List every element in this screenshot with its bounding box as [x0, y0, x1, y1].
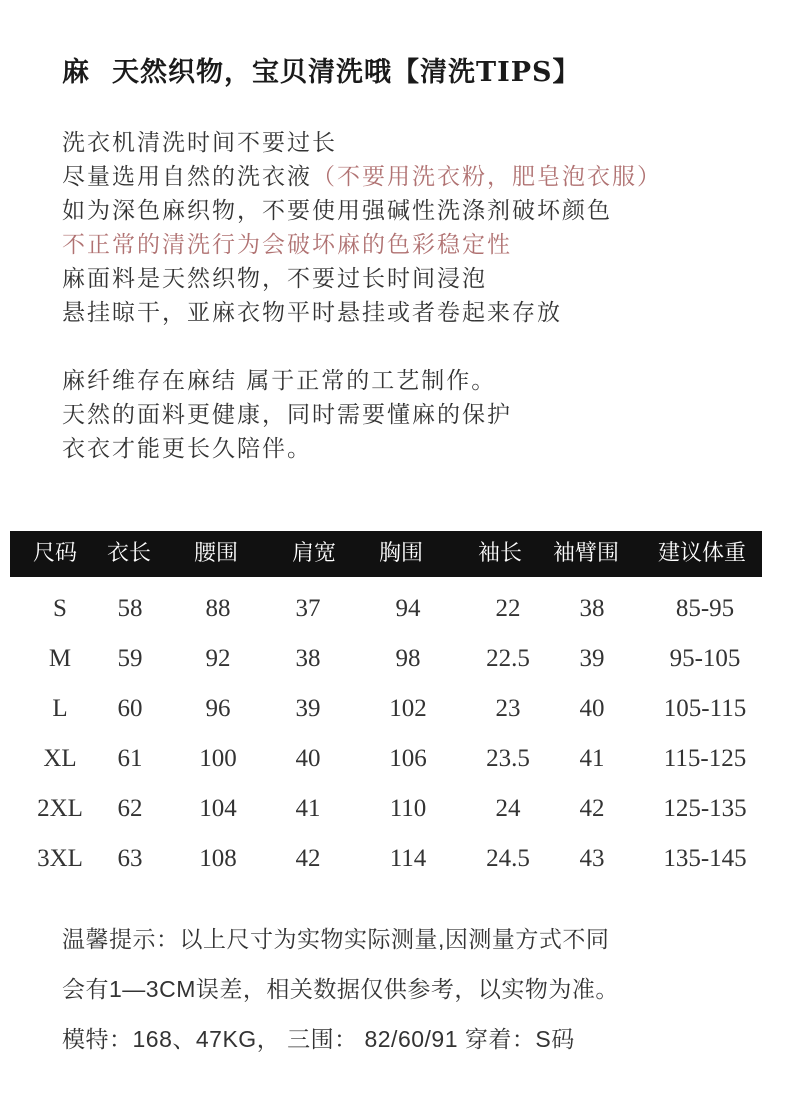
- cell-shoulder: 38: [295, 645, 321, 672]
- title-part1: 麻: [62, 57, 90, 88]
- tip-warning-line: 不正常的清洗行为会破坏麻的色彩稳定性: [62, 232, 512, 258]
- cell-length: 61: [117, 745, 143, 772]
- size-table-header: [10, 531, 762, 577]
- cell-waist: 88: [205, 595, 231, 622]
- cell-sleeve-length: 23.5: [486, 745, 530, 772]
- tip-warning: （不要用洗衣粉，肥皂泡衣服）: [312, 164, 662, 190]
- cell-sleeve-length: 22: [495, 595, 521, 622]
- cell-sleeve-length: 24.5: [486, 845, 530, 872]
- cell-chest: 98: [395, 645, 421, 672]
- tip-text: 尽量选用自然的洗衣液: [62, 164, 312, 190]
- tip-line: 天然的面料更健康，同时需要懂麻的保护: [62, 402, 512, 428]
- cell-suggested-weight: 105-115: [663, 695, 747, 722]
- measurement-notes: [62, 918, 619, 1068]
- cell-suggested-weight: 115-125: [663, 745, 747, 772]
- header-arm-circumference: 袖臂围: [552, 541, 620, 566]
- cell-arm-circumference: 38: [579, 595, 605, 622]
- table-row: [0, 585, 790, 635]
- table-row: [0, 785, 790, 835]
- note-line: 会有1—3CM误差，相关数据仅供参考，以实物为准。: [62, 976, 619, 1002]
- cell-sleeve-length: 23: [495, 695, 521, 722]
- cell-shoulder: 42: [295, 845, 321, 872]
- tip-line: 麻纤维存在麻结 属于正常的工艺制作。: [62, 368, 497, 394]
- table-row: [0, 685, 790, 735]
- table-row: [0, 735, 790, 785]
- cell-chest: 110: [389, 795, 427, 822]
- size-table-body: [0, 585, 790, 885]
- cell-length: 59: [117, 645, 143, 672]
- header-shoulder: 肩宽: [291, 541, 337, 566]
- cell-suggested-weight: 95-105: [669, 645, 741, 672]
- cell-arm-circumference: 43: [579, 845, 605, 872]
- cell-size: M: [48, 645, 72, 672]
- cell-size: XL: [43, 745, 77, 772]
- header-sleeve-length: 袖长: [477, 541, 523, 566]
- table-row: [0, 835, 790, 885]
- washing-tips: [62, 126, 662, 466]
- cell-size: 2XL: [37, 795, 83, 822]
- cell-chest: 102: [389, 695, 427, 722]
- cell-size: L: [52, 695, 68, 722]
- header-size: 尺码: [32, 541, 78, 566]
- cell-shoulder: 40: [295, 745, 321, 772]
- page-title: [62, 50, 581, 89]
- cell-chest: 94: [395, 595, 421, 622]
- cell-waist: 92: [205, 645, 231, 672]
- cell-chest: 114: [389, 845, 427, 872]
- header-waist: 腰围: [193, 541, 239, 566]
- title-part2: 天然织物，宝贝清洗哦【清洗TIPS】: [112, 57, 581, 88]
- cell-arm-circumference: 41: [579, 745, 605, 772]
- cell-length: 62: [117, 795, 143, 822]
- cell-suggested-weight: 135-145: [663, 845, 747, 872]
- cell-sleeve-length: 24: [495, 795, 521, 822]
- cell-sleeve-length: 22.5: [486, 645, 530, 672]
- cell-arm-circumference: 39: [579, 645, 605, 672]
- table-row: [0, 635, 790, 685]
- cell-suggested-weight: 125-135: [663, 795, 747, 822]
- cell-waist: 100: [199, 745, 237, 772]
- cell-size: S: [53, 595, 67, 622]
- header-chest: 胸围: [378, 541, 424, 566]
- cell-waist: 108: [199, 845, 237, 872]
- tip-line: 衣衣才能更长久陪伴。: [62, 436, 312, 462]
- model-info: 模特：168、47KG， 三围： 82/60/91 穿着：S码: [62, 1026, 575, 1052]
- cell-shoulder: 41: [295, 795, 321, 822]
- tip-line: 麻面料是天然织物，不要过长时间浸泡: [62, 266, 487, 292]
- cell-shoulder: 39: [295, 695, 321, 722]
- cell-arm-circumference: 42: [579, 795, 605, 822]
- cell-size: 3XL: [37, 845, 83, 872]
- cell-waist: 96: [205, 695, 231, 722]
- cell-chest: 106: [389, 745, 427, 772]
- cell-waist: 104: [199, 795, 237, 822]
- tip-line: 悬挂晾干，亚麻衣物平时悬挂或者卷起来存放: [62, 300, 562, 326]
- cell-length: 63: [117, 845, 143, 872]
- cell-arm-circumference: 40: [579, 695, 605, 722]
- cell-length: 58: [117, 595, 143, 622]
- cell-shoulder: 37: [295, 595, 321, 622]
- cell-length: 60: [117, 695, 143, 722]
- tip-line: 洗衣机清洗时间不要过长: [62, 130, 337, 156]
- note-line: 温馨提示：以上尺寸为实物实际测量,因测量方式不同: [62, 926, 610, 952]
- tip-line: [62, 160, 662, 194]
- header-length: 衣长: [106, 541, 152, 566]
- header-suggested-weight: 建议体重: [657, 541, 747, 566]
- cell-suggested-weight: 85-95: [675, 595, 735, 622]
- tip-line: 如为深色麻织物，不要使用强碱性洗涤剂破坏颜色: [62, 198, 612, 224]
